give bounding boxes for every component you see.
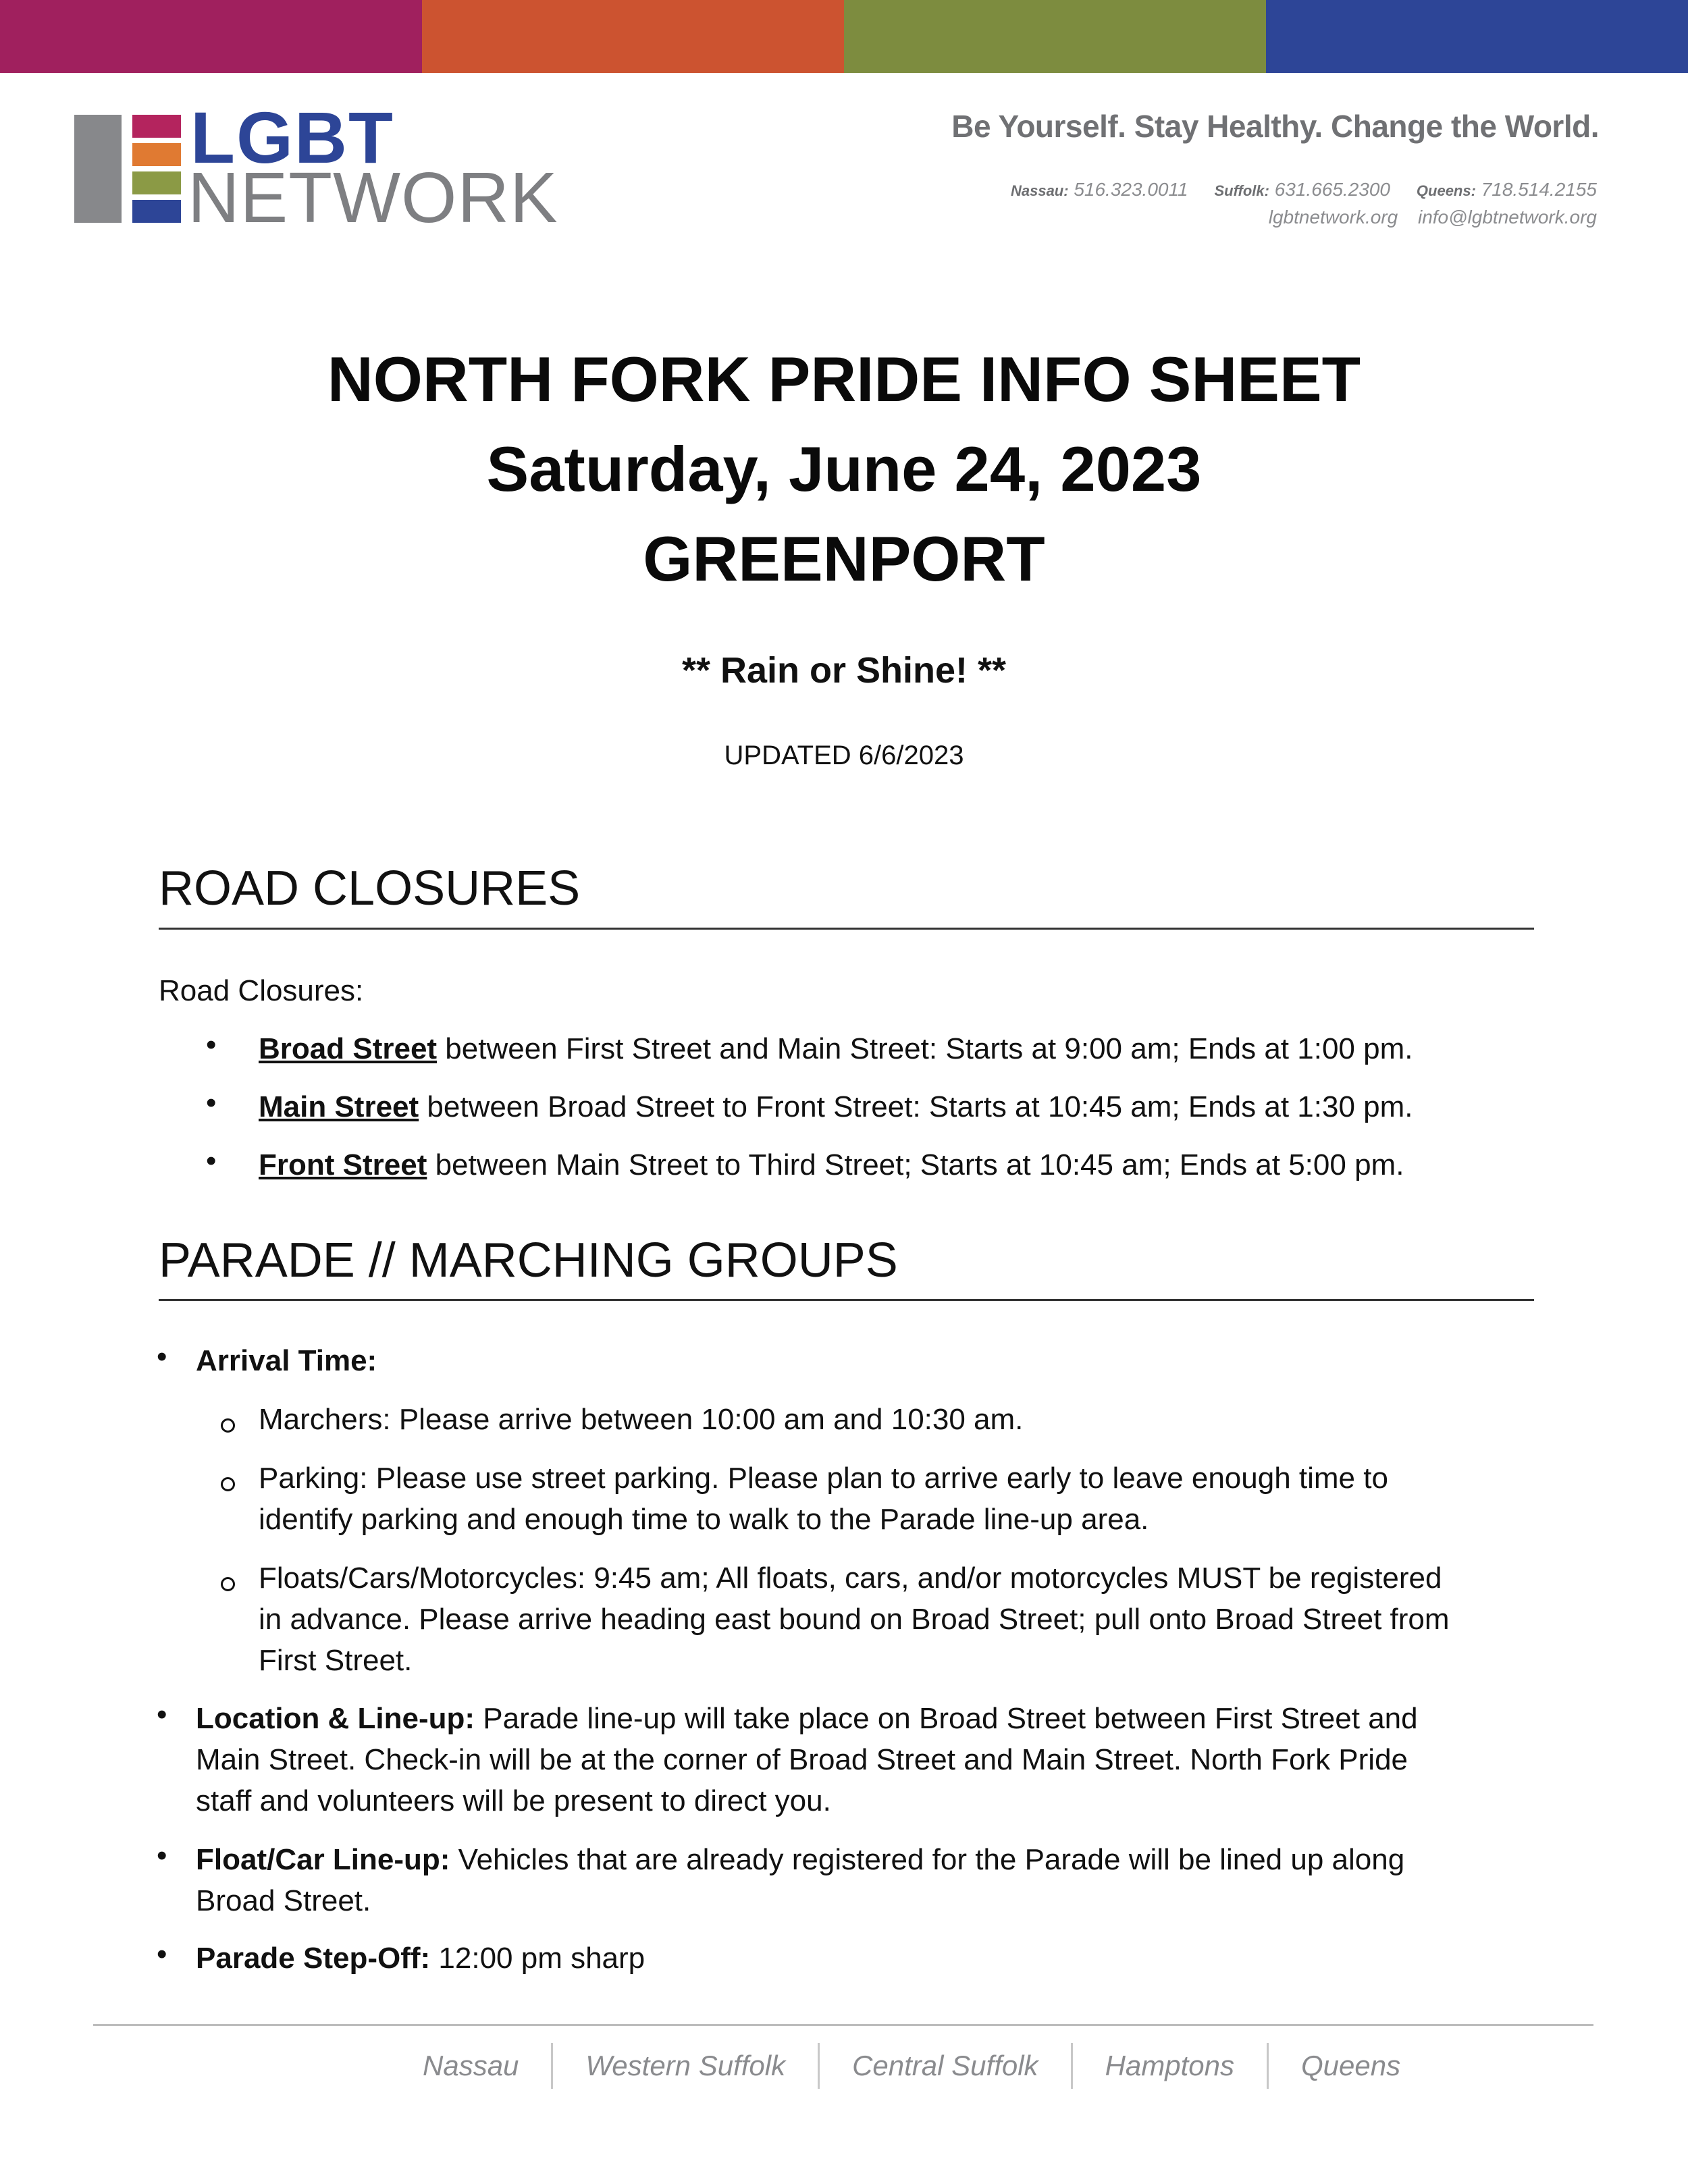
street-name: Main Street bbox=[259, 1090, 419, 1123]
title-location: GREENPORT bbox=[643, 523, 1045, 594]
nassau-label: Nassau: bbox=[1010, 182, 1069, 199]
tagline: Be Yourself. Stay Healthy. Change the World. bbox=[951, 109, 1599, 144]
footer-item: Nassau bbox=[423, 2050, 519, 2081]
sub-bullet-icon bbox=[221, 1577, 235, 1591]
bullet-icon: • bbox=[206, 1144, 217, 1177]
location-lineup: Location & Line-up: Parade line-up will take place on Broad Street between First Street and Main Street. Check-in will be at the corner of Broad Street and Main Street. North Fork Pride staff and volunteers will be present to direct you. bbox=[196, 1702, 1418, 1817]
floats-info: Floats/Cars/Motorcycles: 9:45 am; All floats, cars, and/or motorcycles MUST be registered in advance. Please arrive heading east bound on Broad Street; pull onto Broad Street from First Street. bbox=[259, 1562, 1450, 1677]
nassau-phone: 516.323.0011 bbox=[1074, 179, 1188, 200]
color-bar-blue bbox=[1266, 0, 1688, 73]
road-closures-section-header bbox=[159, 861, 1534, 930]
footer-item: Queens bbox=[1300, 2050, 1401, 2081]
sub-bullet-icon bbox=[221, 1477, 235, 1491]
title-line1: NORTH FORK PRIDE INFO SHEET bbox=[327, 344, 1361, 415]
sub-bullet-icon bbox=[221, 1418, 235, 1433]
arrival-time-label: Arrival Time: bbox=[196, 1344, 377, 1377]
street-name: Front Street bbox=[259, 1148, 427, 1181]
road-closure-item bbox=[259, 1144, 1404, 1186]
closure-details: between Main Street to Third Street; Starts at 10:45 am; Ends at 5:00 pm. bbox=[427, 1148, 1404, 1181]
color-bar bbox=[0, 0, 1688, 73]
marchers-arrival: Marchers: Please arrive between 10:00 am and 10:30 am. bbox=[259, 1403, 1024, 1436]
suffolk-label: Suffolk: bbox=[1214, 182, 1269, 199]
logo-lgbt-text: LGBT bbox=[190, 97, 394, 178]
website-link[interactable]: lgbtnetwork.org bbox=[1268, 207, 1398, 228]
bullet-icon: • bbox=[206, 1086, 217, 1119]
logo-stripe-blue bbox=[132, 200, 181, 223]
logo-stripe-green bbox=[132, 171, 181, 194]
parade-heading: PARADE // MARCHING GROUPS bbox=[159, 1233, 898, 1287]
footer-separator bbox=[1267, 2043, 1269, 2089]
title-date: Saturday, June 24, 2023 bbox=[486, 433, 1202, 504]
web-contact bbox=[1269, 207, 1597, 228]
parade-section-header bbox=[159, 1233, 1534, 1301]
closure-details: between First Street and Main Street: Starts at 9:00 am; Ends at 1:00 pm. bbox=[437, 1032, 1413, 1065]
street-name: Broad Street bbox=[259, 1032, 438, 1065]
parking-info: Parking: Please use street parking. Please plan to arrive early to leave enough time to identify parking and enough time to walk to the Parade line-up area. bbox=[259, 1462, 1388, 1536]
email-link[interactable]: info@lgbtnetwork.org bbox=[1417, 207, 1597, 228]
footer-divider bbox=[93, 2024, 1593, 2026]
logo-stripe-magenta bbox=[132, 115, 181, 138]
footer-separator bbox=[1071, 2043, 1073, 2089]
logo-network-text: NETWORK bbox=[188, 158, 558, 238]
footer-item: Hamptons bbox=[1105, 2050, 1234, 2081]
bullet-icon: • bbox=[206, 1028, 217, 1061]
float-car-lineup: Float/Car Line-up: Vehicles that are already registered for the Parade will be lined up along Broad Street. bbox=[196, 1843, 1405, 1917]
footer-separator bbox=[818, 2043, 820, 2089]
bullet-icon: • bbox=[157, 1839, 167, 1872]
rain-or-shine: ** Rain or Shine! ** bbox=[681, 650, 1007, 691]
road-closure-item bbox=[259, 1028, 1413, 1069]
logo-stripe-orange bbox=[132, 143, 181, 166]
color-bar-magenta bbox=[0, 0, 422, 73]
road-closures-heading: ROAD CLOSURES bbox=[159, 861, 581, 915]
lgbt-network-logo bbox=[74, 97, 558, 238]
logo-gray-bar bbox=[74, 115, 122, 223]
road-closure-item bbox=[259, 1086, 1413, 1127]
road-closures-intro: Road Closures: bbox=[159, 974, 364, 1007]
updated-date: UPDATED 6/6/2023 bbox=[724, 741, 964, 770]
footer-locations bbox=[423, 2042, 1400, 2090]
suffolk-phone: 631.665.2300 bbox=[1274, 179, 1390, 200]
parade-step-off: Parade Step-Off: 12:00 pm sharp bbox=[196, 1942, 645, 1975]
queens-phone: 718.514.2155 bbox=[1481, 179, 1597, 200]
bullet-icon: • bbox=[157, 1698, 167, 1731]
bullet-icon: • bbox=[157, 1340, 167, 1373]
bullet-icon: • bbox=[157, 1938, 167, 1971]
footer-item: Western Suffolk bbox=[585, 2050, 786, 2081]
phone-numbers bbox=[1011, 179, 1597, 201]
footer-item: Central Suffolk bbox=[852, 2050, 1038, 2081]
queens-label: Queens: bbox=[1416, 182, 1476, 199]
closure-details: between Broad Street to Front Street: Starts at 10:45 am; Ends at 1:30 pm. bbox=[419, 1090, 1413, 1123]
color-bar-orange bbox=[422, 0, 844, 73]
color-bar-green bbox=[844, 0, 1266, 73]
footer-separator bbox=[551, 2043, 553, 2089]
